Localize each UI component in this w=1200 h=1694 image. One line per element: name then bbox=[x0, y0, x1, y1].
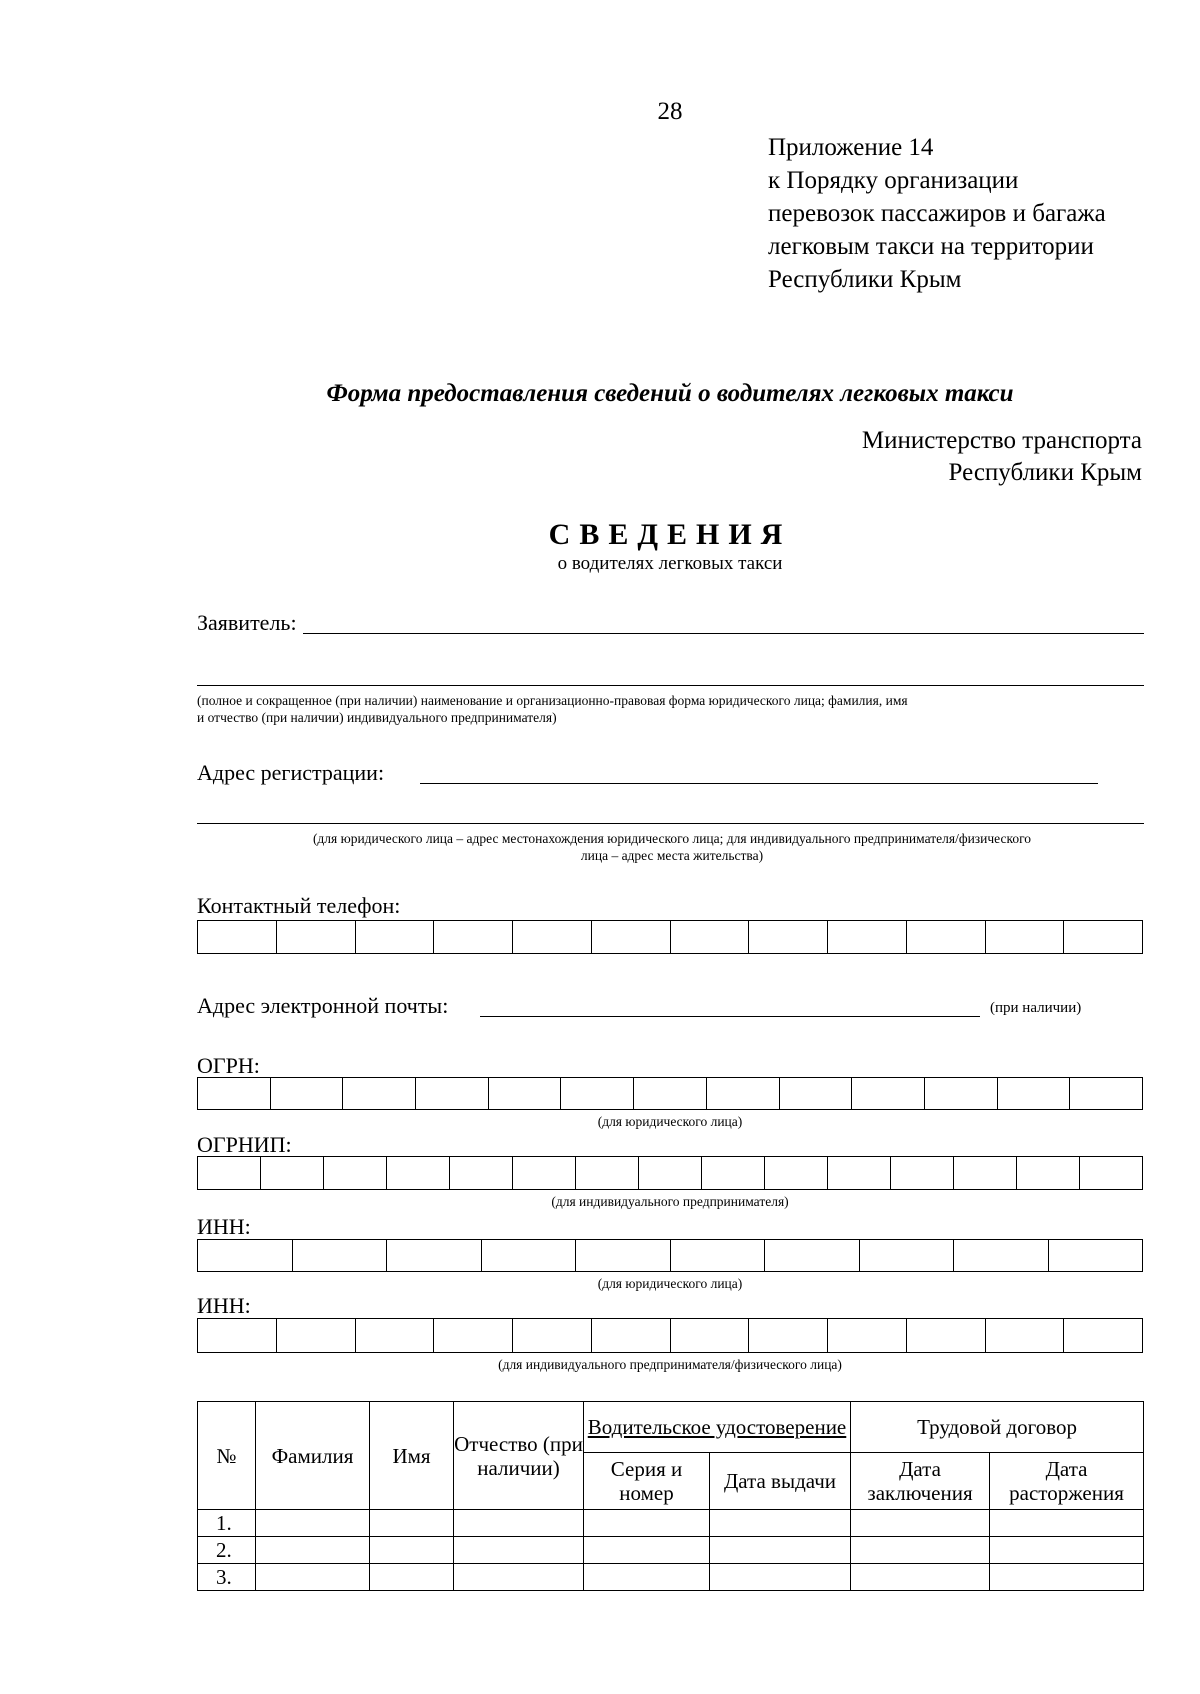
digit-cell[interactable] bbox=[634, 1078, 707, 1109]
registration-address-note bbox=[197, 830, 1147, 864]
digit-cell[interactable] bbox=[198, 1319, 277, 1352]
cell-license-series[interactable] bbox=[584, 1510, 710, 1537]
digit-cell[interactable] bbox=[387, 1157, 450, 1189]
appendix-line: Республики Крым bbox=[768, 266, 962, 293]
digit-cell[interactable] bbox=[198, 921, 277, 953]
column-header-license bbox=[584, 1402, 851, 1453]
applicant-note-line: и отчество (при наличии) индивидуального предпринимателя) bbox=[197, 710, 557, 725]
digit-cell[interactable] bbox=[513, 1157, 576, 1189]
drivers-table bbox=[197, 1401, 1144, 1591]
digit-cell[interactable] bbox=[592, 1319, 671, 1352]
cell-license-date[interactable] bbox=[710, 1537, 851, 1564]
digit-cell[interactable] bbox=[592, 921, 671, 953]
digit-cell[interactable] bbox=[639, 1157, 702, 1189]
cell-license-series[interactable] bbox=[584, 1537, 710, 1564]
registration-address-label: Адрес регистрации: bbox=[197, 760, 385, 785]
cell-last-name[interactable] bbox=[256, 1537, 370, 1564]
digit-cell[interactable] bbox=[891, 1157, 954, 1189]
digit-cell[interactable] bbox=[907, 1319, 986, 1352]
ogrnip-label: ОГРНИП: bbox=[197, 1132, 292, 1157]
phone-input-grid[interactable] bbox=[197, 920, 1143, 954]
inn-individual-note: (для индивидуального предпринимателя/физического лица) bbox=[498, 1357, 842, 1372]
cell-contract-start[interactable] bbox=[851, 1564, 990, 1591]
digit-cell[interactable] bbox=[860, 1240, 955, 1271]
digit-cell[interactable] bbox=[293, 1240, 388, 1271]
recipient-line: Министерство транспорта bbox=[861, 427, 1142, 454]
cell-first-name[interactable] bbox=[370, 1537, 454, 1564]
cell-last-name[interactable] bbox=[256, 1510, 370, 1537]
recipient-line: Республики Крым bbox=[948, 459, 1142, 486]
cell-license-date[interactable] bbox=[710, 1510, 851, 1537]
digit-cell[interactable] bbox=[828, 1157, 891, 1189]
applicant-note bbox=[197, 692, 1147, 726]
cell-contract-end[interactable] bbox=[990, 1564, 1144, 1591]
table-row bbox=[198, 1537, 1144, 1564]
inn-legal-label: ИНН: bbox=[197, 1214, 251, 1239]
digit-cell[interactable] bbox=[749, 921, 828, 953]
digit-cell[interactable] bbox=[277, 921, 356, 953]
digit-cell[interactable] bbox=[671, 1319, 750, 1352]
cell-patronymic[interactable] bbox=[454, 1537, 584, 1564]
ogrn-input-grid[interactable] bbox=[197, 1077, 1143, 1110]
digit-cell[interactable] bbox=[1070, 1078, 1142, 1109]
column-header-license-series: Серия и номер bbox=[584, 1453, 710, 1510]
inn-legal-note: (для юридического лица) bbox=[597, 1276, 743, 1291]
registration-address-note-line: лица – адрес места жительства) bbox=[580, 848, 764, 863]
license-header-text: Водительское удостоверение bbox=[587, 1415, 847, 1439]
cell-license-date[interactable] bbox=[710, 1564, 851, 1591]
digit-cell[interactable] bbox=[998, 1078, 1071, 1109]
phone-label: Контактный телефон: bbox=[197, 893, 401, 918]
digit-cell[interactable] bbox=[828, 921, 907, 953]
applicant-note-line: (полное и сокращенное (при наличии) наименование и организационно-правовая форма юридического лица; фамилия, имя bbox=[197, 693, 908, 708]
digit-cell[interactable] bbox=[387, 1240, 482, 1271]
digit-cell[interactable] bbox=[513, 1319, 592, 1352]
digit-cell[interactable] bbox=[780, 1078, 853, 1109]
appendix-line: Приложение 14 bbox=[768, 134, 934, 161]
digit-cell[interactable] bbox=[1017, 1157, 1080, 1189]
digit-cell[interactable] bbox=[954, 1157, 1017, 1189]
digit-cell[interactable] bbox=[986, 1319, 1065, 1352]
row-number: 2. bbox=[198, 1537, 256, 1564]
digit-cell[interactable] bbox=[671, 1240, 766, 1271]
column-header-contract-end: Дата расторжения bbox=[990, 1453, 1144, 1510]
ogrn-label: ОГРН: bbox=[197, 1053, 260, 1078]
cell-patronymic[interactable] bbox=[454, 1564, 584, 1591]
cell-first-name[interactable] bbox=[370, 1564, 454, 1591]
digit-cell[interactable] bbox=[925, 1078, 998, 1109]
column-header-contract-start: Дата заключения bbox=[851, 1453, 990, 1510]
email-input-line[interactable] bbox=[480, 1016, 980, 1017]
digit-cell[interactable] bbox=[356, 921, 435, 953]
document-title: СВЕДЕНИЯ bbox=[548, 518, 792, 551]
applicant-input-line-2[interactable] bbox=[197, 685, 1144, 686]
cell-patronymic[interactable] bbox=[454, 1510, 584, 1537]
digit-cell[interactable] bbox=[828, 1319, 907, 1352]
column-header-contract: Трудовой договор bbox=[851, 1402, 1144, 1453]
ogrn-note: (для юридического лица) bbox=[597, 1114, 743, 1129]
cell-contract-start[interactable] bbox=[851, 1537, 990, 1564]
digit-cell[interactable] bbox=[907, 921, 986, 953]
form-title: Форма предоставления сведений о водителях легковых такси bbox=[326, 380, 1014, 407]
digit-cell[interactable] bbox=[198, 1157, 261, 1189]
digit-cell[interactable] bbox=[707, 1078, 780, 1109]
column-header-patronymic: Отчество (при наличии) bbox=[454, 1402, 584, 1510]
appendix-line: перевозок пассажиров и багажа bbox=[768, 200, 1106, 227]
page-number: 28 bbox=[657, 98, 683, 125]
digit-cell[interactable] bbox=[513, 921, 592, 953]
digit-cell[interactable] bbox=[434, 921, 513, 953]
digit-cell[interactable] bbox=[765, 1240, 860, 1271]
digit-cell[interactable] bbox=[561, 1078, 634, 1109]
document-subtitle: о водителях легковых такси bbox=[557, 553, 783, 574]
cell-first-name[interactable] bbox=[370, 1510, 454, 1537]
digit-cell[interactable] bbox=[852, 1078, 925, 1109]
cell-license-series[interactable] bbox=[584, 1564, 710, 1591]
email-label: Адрес электронной почты: bbox=[197, 993, 449, 1018]
digit-cell[interactable] bbox=[954, 1240, 1049, 1271]
digit-cell[interactable] bbox=[1064, 1319, 1142, 1352]
digit-cell[interactable] bbox=[1080, 1157, 1142, 1189]
appendix-header bbox=[768, 131, 1106, 296]
cell-contract-end[interactable] bbox=[990, 1510, 1144, 1537]
digit-cell[interactable] bbox=[416, 1078, 489, 1109]
column-header-last-name: Фамилия bbox=[256, 1402, 370, 1510]
appendix-line: легковым такси на территории bbox=[768, 233, 1094, 260]
digit-cell[interactable] bbox=[765, 1157, 828, 1189]
digit-cell[interactable] bbox=[489, 1078, 562, 1109]
digit-cell[interactable] bbox=[702, 1157, 765, 1189]
email-note: (при наличии) bbox=[990, 1000, 1082, 1016]
digit-cell[interactable] bbox=[450, 1157, 513, 1189]
appendix-line: к Порядку организации bbox=[768, 167, 1019, 194]
registration-address-input-line-2[interactable] bbox=[197, 823, 1144, 824]
digit-cell[interactable] bbox=[343, 1078, 416, 1109]
digit-cell[interactable] bbox=[198, 1078, 271, 1109]
cell-contract-end[interactable] bbox=[990, 1537, 1144, 1564]
column-header-first-name: Имя bbox=[370, 1402, 454, 1510]
digit-cell[interactable] bbox=[198, 1240, 293, 1271]
ogrnip-note: (для индивидуального предпринимателя) bbox=[551, 1194, 789, 1209]
digit-cell[interactable] bbox=[1049, 1240, 1143, 1271]
digit-cell[interactable] bbox=[482, 1240, 577, 1271]
digit-cell[interactable] bbox=[1064, 921, 1142, 953]
digit-cell[interactable] bbox=[261, 1157, 324, 1189]
digit-cell[interactable] bbox=[434, 1319, 513, 1352]
inn-individual-label: ИНН: bbox=[197, 1293, 251, 1318]
cell-contract-start[interactable] bbox=[851, 1510, 990, 1537]
digit-cell[interactable] bbox=[749, 1319, 828, 1352]
inn-individual-input-grid[interactable] bbox=[197, 1318, 1143, 1353]
table-row bbox=[198, 1564, 1144, 1591]
digit-cell[interactable] bbox=[986, 921, 1065, 953]
digit-cell[interactable] bbox=[671, 921, 750, 953]
inn-legal-input-grid[interactable] bbox=[197, 1239, 1143, 1272]
applicant-label: Заявитель: bbox=[197, 610, 297, 635]
applicant-input-line[interactable] bbox=[303, 633, 1144, 634]
digit-cell[interactable] bbox=[576, 1240, 671, 1271]
registration-address-note-line: (для юридического лица – адрес местонахождения юридического лица; для индивидуального предпринимателя/физического bbox=[312, 831, 1032, 846]
digit-cell[interactable] bbox=[356, 1319, 435, 1352]
table-row bbox=[198, 1510, 1144, 1537]
ogrnip-input-grid[interactable] bbox=[197, 1156, 1143, 1190]
recipient bbox=[862, 425, 1142, 489]
digit-cell[interactable] bbox=[576, 1157, 639, 1189]
digit-cell[interactable] bbox=[277, 1319, 356, 1352]
registration-address-input-line[interactable] bbox=[420, 783, 1098, 784]
column-header-license-date: Дата выдачи bbox=[710, 1453, 851, 1510]
digit-cell[interactable] bbox=[324, 1157, 387, 1189]
cell-last-name[interactable] bbox=[256, 1564, 370, 1591]
column-header-number: № bbox=[198, 1402, 256, 1510]
digit-cell[interactable] bbox=[271, 1078, 344, 1109]
row-number: 1. bbox=[198, 1510, 256, 1537]
row-number: 3. bbox=[198, 1564, 256, 1591]
